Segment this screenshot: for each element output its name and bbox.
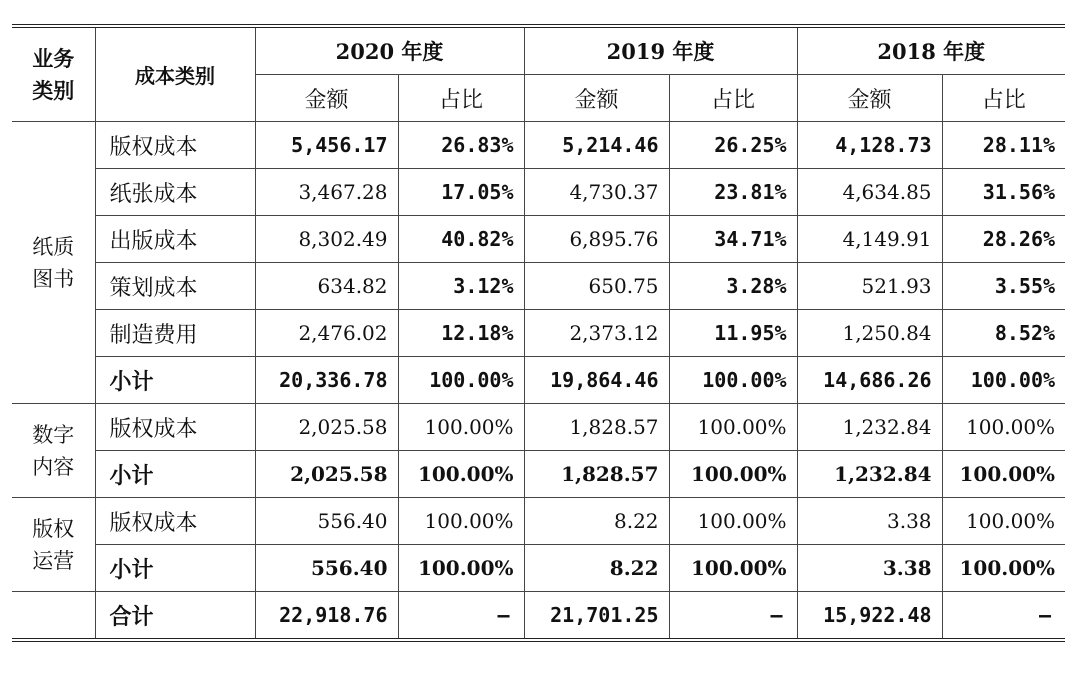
amount-cell: 3,467.28 <box>255 169 398 216</box>
cost-category-cell: 策划成本 <box>95 263 255 310</box>
ratio-cell: 100.00% <box>669 451 797 498</box>
ratio-cell: – <box>942 592 1065 641</box>
amount-cell: 4,634.85 <box>797 169 942 216</box>
ratio-cell: 3.55% <box>942 263 1065 310</box>
table-row <box>12 310 1065 357</box>
header-amount-2020: 金额 <box>255 75 398 122</box>
cost-category-cell: 纸张成本 <box>95 169 255 216</box>
total-row <box>12 592 1065 641</box>
amount-cell: 4,730.37 <box>524 169 669 216</box>
amount-cell: 1,232.84 <box>797 451 942 498</box>
table-row <box>12 216 1065 263</box>
ratio-cell: 100.00% <box>942 357 1065 404</box>
ratio-cell: 23.81% <box>669 169 797 216</box>
ratio-cell: 100.00% <box>942 545 1065 592</box>
header-year-2019: 2019 年度 <box>524 26 797 75</box>
subtotal-row <box>12 451 1065 498</box>
ratio-cell: 100.00% <box>942 451 1065 498</box>
amount-cell: 1,828.57 <box>524 451 669 498</box>
group-label-copyright-operations: 版权运营 <box>12 498 95 592</box>
header-amount-2018: 金额 <box>797 75 942 122</box>
cost-category-cell: 版权成本 <box>95 498 255 545</box>
amount-cell: 634.82 <box>255 263 398 310</box>
amount-cell: 1,828.57 <box>524 404 669 451</box>
amount-cell: 22,918.76 <box>255 592 398 641</box>
ratio-cell: 11.95% <box>669 310 797 357</box>
cost-category-cell: 制造费用 <box>95 310 255 357</box>
amount-cell: 556.40 <box>255 498 398 545</box>
ratio-cell: 100.00% <box>398 451 524 498</box>
header-row-years <box>12 26 1065 75</box>
subtotal-row <box>12 545 1065 592</box>
amount-cell: 3.38 <box>797 498 942 545</box>
total-empty-cell <box>12 592 95 641</box>
amount-cell: 19,864.46 <box>524 357 669 404</box>
amount-cell: 1,250.84 <box>797 310 942 357</box>
ratio-cell: 8.52% <box>942 310 1065 357</box>
table-row <box>12 263 1065 310</box>
header-amount-2019: 金额 <box>524 75 669 122</box>
amount-cell: 521.93 <box>797 263 942 310</box>
ratio-cell: 100.00% <box>669 545 797 592</box>
ratio-cell: 100.00% <box>398 357 524 404</box>
cost-category-cell: 版权成本 <box>95 122 255 169</box>
ratio-cell: 3.28% <box>669 263 797 310</box>
amount-cell: 21,701.25 <box>524 592 669 641</box>
cost-category-cell: 出版成本 <box>95 216 255 263</box>
amount-cell: 2,476.02 <box>255 310 398 357</box>
table-row <box>12 498 1065 545</box>
ratio-cell: 100.00% <box>669 404 797 451</box>
group-label-paper-books: 纸质图书 <box>12 122 95 404</box>
amount-cell: 4,128.73 <box>797 122 942 169</box>
ratio-cell: 100.00% <box>942 498 1065 545</box>
ratio-cell: 17.05% <box>398 169 524 216</box>
ratio-cell: 28.11% <box>942 122 1065 169</box>
cost-breakdown-table <box>12 24 1065 642</box>
ratio-cell: 40.82% <box>398 216 524 263</box>
table-row <box>12 169 1065 216</box>
header-year-2020: 2020 年度 <box>255 26 524 75</box>
table-row <box>12 122 1065 169</box>
amount-cell: 650.75 <box>524 263 669 310</box>
header-ratio-2020: 占比 <box>398 75 524 122</box>
ratio-cell: – <box>398 592 524 641</box>
header-ratio-2019: 占比 <box>669 75 797 122</box>
ratio-cell: 100.00% <box>669 357 797 404</box>
amount-cell: 5,456.17 <box>255 122 398 169</box>
total-label: 合计 <box>95 592 255 641</box>
cost-category-cell: 版权成本 <box>95 404 255 451</box>
ratio-cell: 100.00% <box>398 545 524 592</box>
amount-cell: 8.22 <box>524 545 669 592</box>
amount-cell: 2,373.12 <box>524 310 669 357</box>
amount-cell: 6,895.76 <box>524 216 669 263</box>
table-row <box>12 404 1065 451</box>
amount-cell: 14,686.26 <box>797 357 942 404</box>
amount-cell: 2,025.58 <box>255 451 398 498</box>
ratio-cell: 34.71% <box>669 216 797 263</box>
header-business-category: 业务类别 <box>12 26 95 122</box>
header-year-2018: 2018 年度 <box>797 26 1065 75</box>
ratio-cell: 26.25% <box>669 122 797 169</box>
ratio-cell: 31.56% <box>942 169 1065 216</box>
ratio-cell: 100.00% <box>942 404 1065 451</box>
amount-cell: 5,214.46 <box>524 122 669 169</box>
group-label-digital-content: 数字内容 <box>12 404 95 498</box>
ratio-cell: 100.00% <box>398 498 524 545</box>
ratio-cell: – <box>669 592 797 641</box>
ratio-cell: 26.83% <box>398 122 524 169</box>
subtotal-label: 小计 <box>95 357 255 404</box>
amount-cell: 1,232.84 <box>797 404 942 451</box>
subtotal-label: 小计 <box>95 545 255 592</box>
amount-cell: 8,302.49 <box>255 216 398 263</box>
ratio-cell: 3.12% <box>398 263 524 310</box>
ratio-cell: 100.00% <box>398 404 524 451</box>
amount-cell: 20,336.78 <box>255 357 398 404</box>
amount-cell: 556.40 <box>255 545 398 592</box>
amount-cell: 15,922.48 <box>797 592 942 641</box>
subtotal-row <box>12 357 1065 404</box>
header-ratio-2018: 占比 <box>942 75 1065 122</box>
ratio-cell: 12.18% <box>398 310 524 357</box>
amount-cell: 4,149.91 <box>797 216 942 263</box>
header-cost-category: 成本类别 <box>95 26 255 122</box>
cost-breakdown-table-container <box>12 24 1065 642</box>
amount-cell: 2,025.58 <box>255 404 398 451</box>
ratio-cell: 28.26% <box>942 216 1065 263</box>
ratio-cell: 100.00% <box>669 498 797 545</box>
subtotal-label: 小计 <box>95 451 255 498</box>
amount-cell: 3.38 <box>797 545 942 592</box>
amount-cell: 8.22 <box>524 498 669 545</box>
